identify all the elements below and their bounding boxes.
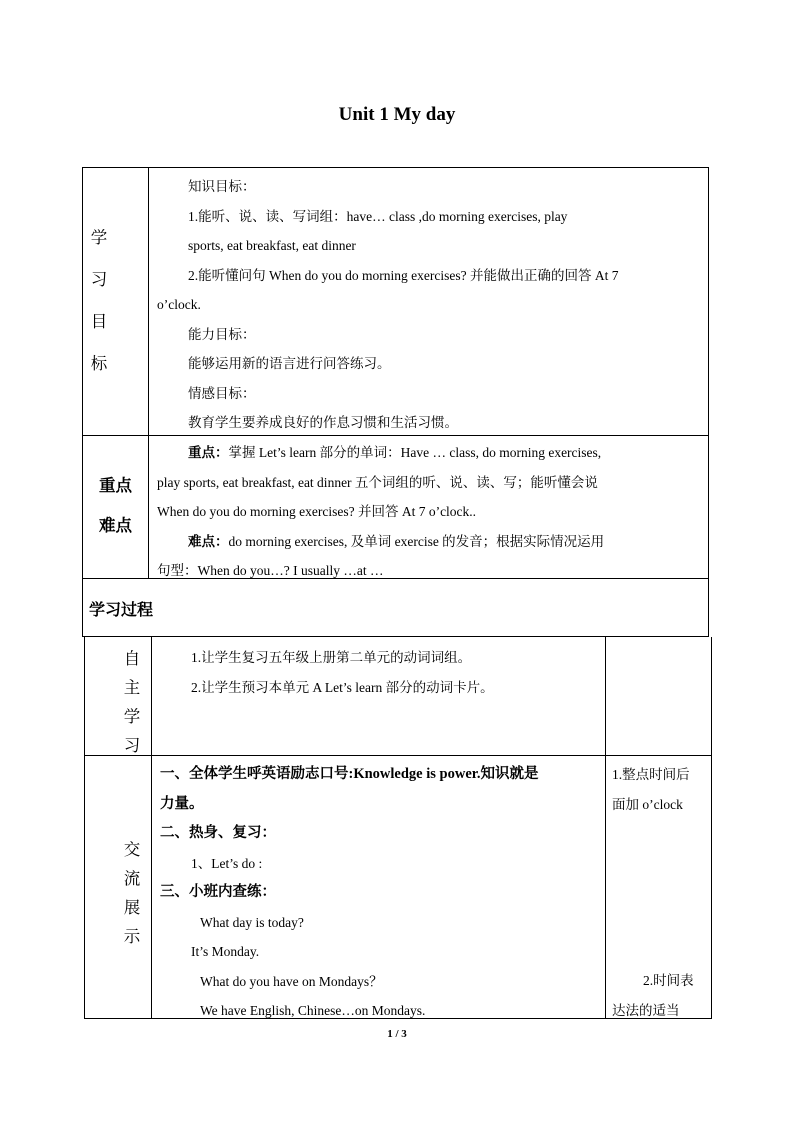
objective-line: 能力目标： (188, 326, 256, 342)
key-label: 重点： (188, 445, 229, 460)
note-line: 面加 o’clock (612, 796, 683, 812)
key-points-label: 重点 难点 (99, 476, 132, 535)
objective-line: 2.能听懂问句 When do you do morning exercises? 并能做出正确的回答 At 7 (188, 267, 619, 283)
process-heading: 学习过程 (89, 600, 154, 619)
exchange-line: It’s Monday. (191, 944, 260, 959)
objective-line: sports, eat breakfast, eat dinner (188, 238, 356, 253)
key-points-content: 重点：掌握 Let’s learn 部分的单词：Have … class, do morning exercises, play sports, eat breakfast, eat dinner 五个词组的听、说、读、写；能听懂会说 When do you do morning exercises? 并回答 At 7 o’clock.. 难点：do morning exercises, 及单词 exercise 的发音；根据实际情况运用 句型：When do you…? I usually …at … (157, 445, 605, 578)
self-study-content (160, 643, 600, 702)
exchange-line: 一、全体学生呼英语励志口号:Knowledge is power.知识就是 (160, 766, 539, 782)
objective-line: o’clock. (157, 297, 201, 312)
objective-line: 情感目标： (188, 385, 256, 401)
objectives-label: 学 习 目 标 (90, 228, 108, 373)
page-number: 1 / 3 (387, 1028, 407, 1040)
difficulty-label: 难点： (188, 533, 229, 549)
objective-line: 知识目标： (188, 179, 256, 194)
self-study-line: 1.让学生复习五年级上册第二单元的动词词组。 (191, 650, 472, 665)
exchange-line: What day is today? (200, 914, 304, 930)
exchange-line: We have English, Chinese…on Mondays. (200, 1003, 426, 1018)
exchange-line: 力量。 (160, 795, 204, 812)
self-study-line: 2.让学生预习本单元 A Let’s learn 部分的动词卡片。 (191, 679, 494, 695)
objective-line: 1.能听、说、读、写词组：have… class ,do morning exercises, play (188, 208, 568, 224)
note-line: 达法的适当 (612, 1002, 680, 1018)
objective-line: 能够运用新的语言进行问答练习。 (188, 356, 391, 371)
exchange-content (160, 760, 600, 1026)
exchange-label: 交 流 展 示 (123, 840, 141, 946)
exchange-notes (612, 760, 708, 819)
objectives-content (157, 172, 702, 438)
self-study-label: 自 主 学 习 (123, 649, 141, 755)
exchange-line: 1、Let’s do : (191, 855, 263, 871)
exchange-line: 三、小班内查练： (160, 884, 276, 900)
exchange-line: 二、热身、复习： (160, 825, 276, 841)
exchange-notes-2 (612, 966, 708, 1025)
exchange-line: What do you have on Mondays？ (200, 973, 383, 989)
objective-line: 教育学生要养成良好的作息习惯和生活习惯。 (188, 415, 458, 430)
note-line: 2.时间表 (643, 973, 694, 988)
document-title: Unit 1 My day (338, 104, 456, 125)
note-line: 1.整点时间后 (612, 767, 690, 782)
